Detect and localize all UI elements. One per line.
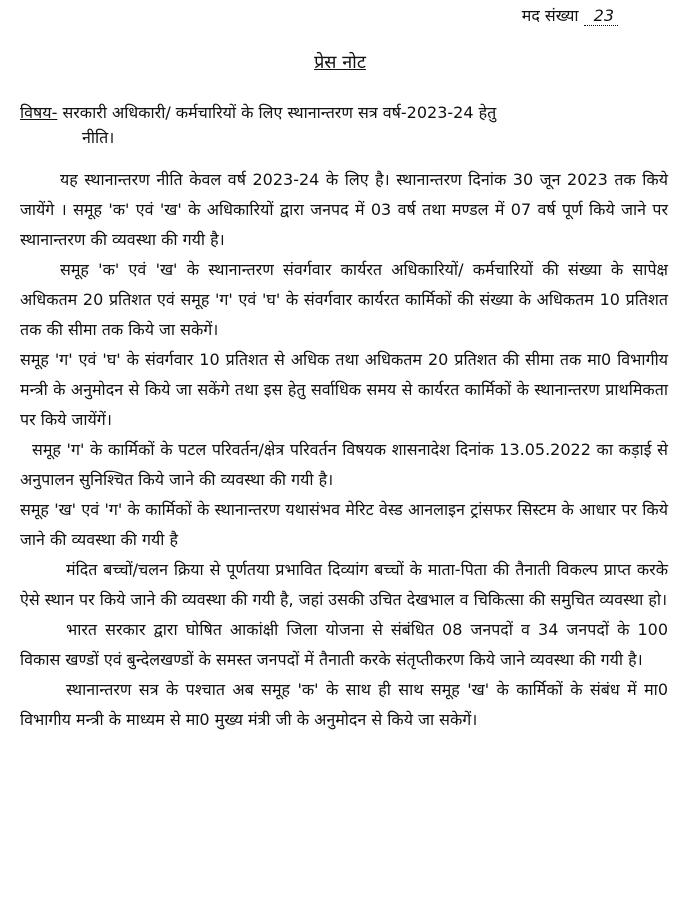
paragraph: समूह 'क' एवं 'ख' के स्थानान्तरण संवर्गवार कार्यरत अधिकारियों/ कर्मचारियों की संख्या के सापेक्ष अधिकतम 20 प्रतिशत एवं समूह 'ग' एवं 'घ' के संवर्गवार कार्यरत कार्मिकों की संख्या के अधिकतम 10 प्रतिशत तक की सीमा तक किये जा सकेगें। [20,260,668,339]
press-note-body [20,165,668,735]
page-title: प्रेस नोट [314,52,366,73]
paragraph: मंदित बच्चों/चलन क्रिया से पूर्णतया प्रभावित दिव्यांग बच्चों के माता-पिता की तैनाती विकल्प प्राप्त करके ऐसे स्थान पर किये जाने की व्यवस्था की गयी है, जहां उसकी उचित देखभाल व चिकित्सा की समुचित व्यवस्था हो। [20,560,668,609]
paragraph: समूह 'ग' के कार्मिकों के पटल परिवर्तन/क्षेत्र परिवर्तन विषयक शासनादेश दिनांक 13.05.2022 का कड़ाई से अनुपालन सुनिश्चित किये जाने की व्यवस्था की गयी है। [20,440,668,489]
item-number-label: मद संख्या [521,6,579,25]
subject-label: विषय- [20,103,58,122]
subject-block [20,100,640,150]
paragraph: समूह 'ख' एवं 'ग' के कार्मिकों के स्थानान्तरण यथासंभव मेरिट वेस्ड आनलाइन ट्रांसफर सिस्टम के आधार पर किये जाने की व्यवस्था की गयी है [20,500,668,549]
item-number-value: 23 [584,6,618,26]
subject-text: सरकारी अधिकारी/ कर्मचारियों के लिए स्थानान्तरण सत्र वर्ष-2023-24 हेतु [62,103,497,122]
paragraph: भारत सरकार द्वारा घोषित आकांक्षी जिला योजना से संबंधित 08 जनपदों व 34 जनपदों के 100 विकास खण्डों एवं बुन्देलखण्डों के समस्त जनपदों में तैनाती करके संतृप्तीकरण किये जाने व्यवस्था की गयी है। [20,620,668,669]
paragraph: यह स्थानान्तरण नीति केवल वर्ष 2023-24 के लिए है। स्थानान्तरण दिनांक 30 जून 2023 तक किये जायेंगे । समूह 'क' एवं 'ख' के अधिकारियों द्वारा जनपद में 03 वर्ष तथा मण्डल में 07 वर्ष पूर्ण किये जाने पर स्थानान्तरण की व्यवस्था की गयी है। [20,170,668,249]
item-number-line [522,4,618,26]
paragraph: समूह 'ग' एवं 'घ' के संवर्गवार 10 प्रतिशत से अधिक तथा अधिकतम 20 प्रतिशत की सीमा तक मा0 विभागीय मन्त्री के अनुमोदन से किये जा सकेंगे तथा इस हेतु सर्वाधिक समय से कार्यरत कार्मिकों के स्थानान्तरण प्राथमिकता पर किये जायेंगें। [20,350,668,429]
subject-continuation: नीति। [82,128,115,147]
paragraph: स्थानान्तरण सत्र के पश्चात अब समूह 'क' के साथ ही साथ समूह 'ख' के कार्मिकों के संबंध में मा0 विभागीय मन्त्री के माध्यम से मा0 मुख्य मंत्री जी के अनुमोदन से किये जा सकेगें। [20,680,668,729]
